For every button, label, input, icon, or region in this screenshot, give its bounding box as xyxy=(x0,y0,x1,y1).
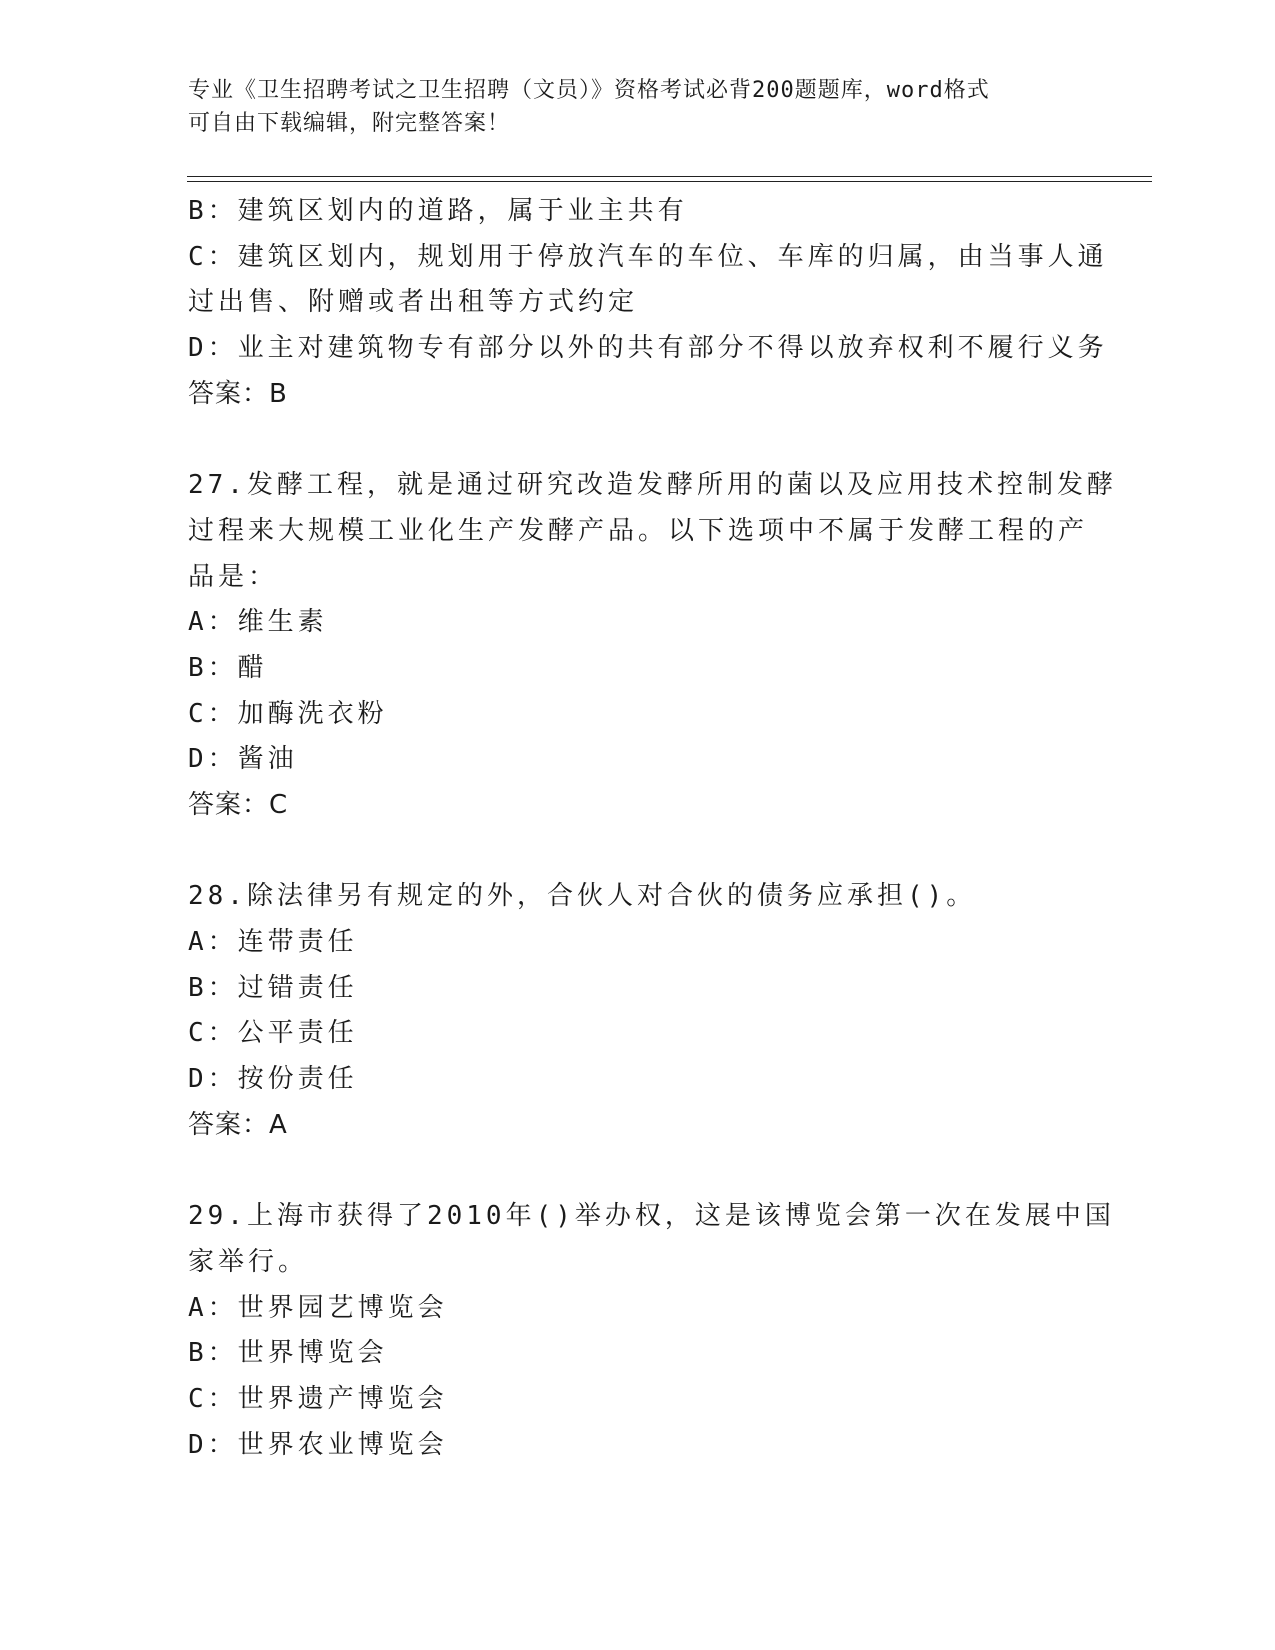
option-c: C：公平责任 xyxy=(188,1018,358,1049)
question-29 xyxy=(188,1194,1115,1468)
question-stem-line-2: 过程来大规模工业化生产发酵产品。以下选项中不属于发酵工程的产 xyxy=(188,515,1089,546)
option-b: B：醋 xyxy=(188,652,268,683)
option-c: C：世界遗产博览会 xyxy=(188,1383,448,1414)
document-header xyxy=(188,74,1088,140)
option-b: B：世界博览会 xyxy=(188,1338,388,1369)
option-a: A：连带责任 xyxy=(188,927,358,957)
answer: 答案：B xyxy=(188,378,288,409)
answer: 答案：C xyxy=(188,789,289,820)
option-d: D：酱油 xyxy=(188,744,298,775)
option-b: B：建筑区划内的道路，属于业主共有 xyxy=(188,196,688,226)
question-27 xyxy=(188,463,1117,829)
option-d: D：业主对建筑物专有部分以外的共有部分不得以放弃权利不履行义务 xyxy=(188,333,1108,364)
question-26-tail xyxy=(188,189,1108,417)
answer: 答案：A xyxy=(188,1109,288,1140)
spacer xyxy=(188,417,1088,463)
header-line-1: 专业《卫生招聘考试之卫生招聘（文员）》资格考试必背200题题库，word格式 xyxy=(188,78,990,103)
option-c-line-1: C：建筑区划内，规划用于停放汽车的车位、车库的归属，由当事人通 xyxy=(188,241,1108,272)
question-stem-line-3: 品是： xyxy=(188,561,279,592)
option-a: A：世界园艺博览会 xyxy=(188,1292,448,1323)
header-divider-top xyxy=(187,176,1152,177)
spacer xyxy=(188,829,1088,875)
question-28 xyxy=(188,874,1088,1148)
question-stem: 28.除法律另有规定的外，合伙人对合伙的债务应承担()。 xyxy=(188,881,977,912)
option-c-line-2: 过出售、附赠或者出租等方式约定 xyxy=(188,287,639,318)
option-a: A：维生素 xyxy=(188,607,328,638)
option-b: B：过错责任 xyxy=(188,972,358,1003)
question-stem-line-2: 家举行。 xyxy=(188,1246,309,1277)
option-d: D：世界农业博览会 xyxy=(188,1429,448,1460)
question-stem-line-1: 27.发酵工程，就是通过研究改造发酵所用的菌以及应用技术控制发酵 xyxy=(188,470,1117,501)
header-divider-bottom xyxy=(187,181,1152,182)
question-stem-line-1: 29.上海市获得了2010年()举办权，这是该博览会第一次在发展中国 xyxy=(188,1201,1115,1232)
option-d: D：按份责任 xyxy=(188,1064,358,1095)
header-line-2: 可自由下载编辑，附完整答案！ xyxy=(188,111,511,136)
question-list xyxy=(188,189,1117,1468)
spacer xyxy=(188,1148,1088,1194)
option-c: C：加酶洗衣粉 xyxy=(188,698,388,729)
